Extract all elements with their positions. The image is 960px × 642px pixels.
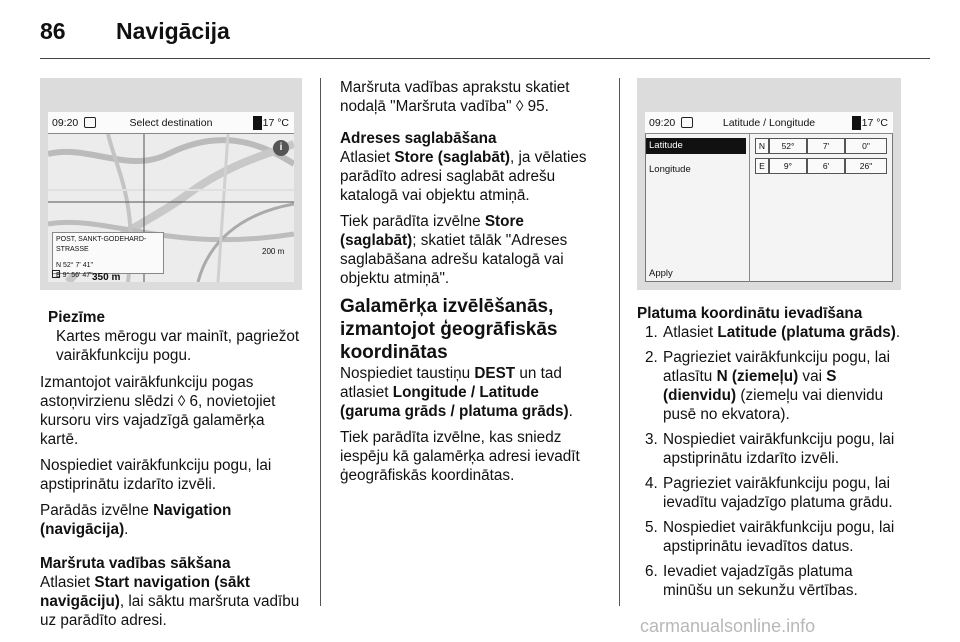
column-divider-2 (619, 78, 620, 606)
column-3 (637, 78, 905, 606)
list-item: 2. Pagrieziet vairākfunkciju pogu, lai atlasītu N (ziemeļu) vai S (dienvidu) (ziemeļu vai dienvidu pusē no ekvatora). (645, 349, 891, 423)
minutes-cell[interactable]: 7' (807, 138, 845, 154)
paragraph: Tiek parādīta izvēlne Store (saglabāt); skatiet tālāk "Adreses saglabāšana adrešu katalogā vai objektu atmiņā". (340, 213, 568, 287)
seconds-cell[interactable]: 26" (845, 158, 887, 174)
info-icon[interactable]: i (273, 140, 289, 156)
screen-status-bar (645, 112, 893, 134)
clock-time: 09:20 (52, 117, 79, 129)
paragraph: Atlasiet Start navigation (sākt navigāciju), lai sāktu maršruta vadību uz parādīto adresi. (40, 574, 300, 629)
section-heading-large: Galamērķa izvēlēšanās, izmantojot ģeogrāfiskās koordinātas (340, 296, 558, 363)
screen-status-bar (48, 112, 294, 134)
latitude-longitude-screen (637, 78, 901, 290)
header-rule (40, 58, 930, 59)
page-header (40, 18, 930, 58)
map-cursor-icon (52, 270, 60, 278)
degrees-cell[interactable]: 52° (769, 138, 807, 154)
minutes-cell[interactable]: 6' (807, 158, 845, 174)
apply-button[interactable]: Apply (649, 268, 673, 279)
seconds-cell[interactable]: 0" (845, 138, 887, 154)
note-title: Piezīme (48, 309, 105, 326)
temperature: 17 °C (262, 117, 289, 129)
temperature: 17 °C (861, 117, 888, 129)
list-item-latitude[interactable]: Latitude (646, 138, 746, 154)
latitude-readout: N 52° 7' 41" (56, 262, 93, 269)
column-divider-1 (320, 78, 321, 606)
degrees-cell[interactable]: 9° (769, 158, 807, 174)
list-item: 4. Pagrieziet vairākfunkciju pogu, lai ievadītu vajadzīgo platuma grādu. (645, 475, 893, 511)
note-block (40, 308, 302, 365)
thermometer-icon (253, 116, 262, 130)
section-heading: Platuma koordinātu ievadīšana (637, 305, 863, 322)
paragraph: Nospiediet vairākfunkciju pogu, lai apstiprinātu izdarīto izvēli. (40, 457, 272, 493)
steps-list (637, 323, 905, 600)
note-text: Kartes mērogu var mainīt, pagriežot vairākfunkciju pogu. (56, 328, 300, 364)
column-1 (40, 78, 302, 637)
paragraph: Tiek parādīta izvēlne, kas sniedz iespēju kā galamērķa adresi ievadīt ģeogrāfiskās koordinātas. (340, 429, 580, 484)
hemisphere-cell[interactable]: E (755, 158, 769, 174)
thermometer-icon (852, 116, 861, 130)
watermark: carmanualsonline.info (640, 616, 816, 636)
paragraph: Parādās izvēlne Navigation (navigācija). (40, 502, 232, 538)
list-item: 1. Atlasiet Latitude (platuma grāds). (645, 324, 901, 341)
select-destination-screen (40, 78, 302, 290)
scale-right: 200 m (262, 247, 285, 256)
latitude-row (755, 138, 887, 154)
paragraph: Izmantojot vairākfunkciju pogas astoņvirzienu slēdzi ◊ 6, novietojiet kursoru virs vajadzīgā galamērķa kartē. (40, 374, 276, 448)
scale-left: 350 m (92, 272, 121, 283)
column-2 (340, 78, 602, 492)
paragraph: Nospiediet taustiņu DEST un tad atlasiet Longitude / Latitude (garuma grāds / platuma grāds). (340, 365, 573, 420)
screen-title: Latitude / Longitude (722, 117, 816, 129)
longitude-readout: E 9° 56' 47" (56, 272, 93, 279)
paragraph: Atlasiet Store (saglabāt), ja vēlaties parādīto adresi saglabāt adrešu katalogā vai objektu atmiņā. (340, 149, 587, 204)
list-item: 3. Nospiediet vairākfunkciju pogu, lai apstiprinātu izdarīto izvēli. (645, 431, 895, 467)
address-text: POST, SANKT-GODEHARD-STRASSE (56, 236, 147, 253)
longitude-row (755, 158, 887, 174)
list-item: 5. Nospiediet vairākfunkciju pogu, lai apstiprinātu ievadītos datus. (645, 519, 895, 555)
clock-time: 09:20 (649, 117, 676, 129)
page-title: Navigācija (116, 18, 230, 44)
paragraph: Maršruta vadības aprakstu skatiet nodaļā "Maršruta vadība" ◊ 95. (340, 79, 570, 115)
hemisphere-cell[interactable]: N (755, 138, 769, 154)
section-heading: Maršruta vadības sākšana (40, 555, 231, 572)
list-item: 6. Ievadiet vajadzīgās platuma minūšu un sekunžu vērtības. (645, 563, 858, 599)
page-number: 86 (40, 18, 66, 44)
screen-title: Select destination (129, 117, 213, 129)
section-heading: Adreses saglabāšana (340, 130, 497, 147)
list-item-longitude[interactable]: Longitude (649, 164, 691, 175)
